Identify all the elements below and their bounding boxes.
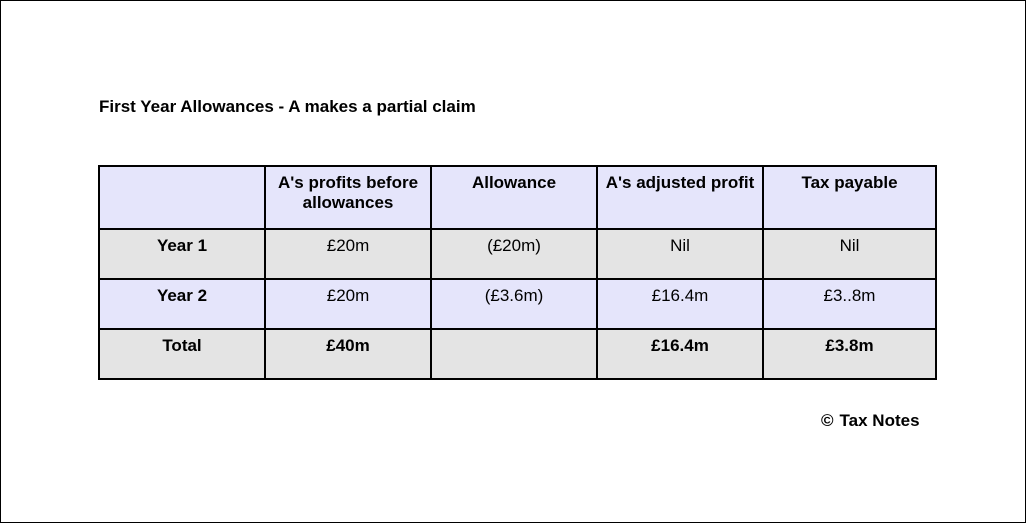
cell-allowance — [431, 329, 597, 379]
slide-title: First Year Allowances - A makes a partial claim — [99, 97, 476, 116]
cell-tax-payable: £3..8m — [763, 279, 936, 329]
allowances-table — [98, 165, 937, 380]
table-row — [99, 329, 936, 379]
cell-profits-before: £20m — [265, 229, 431, 279]
cell-profits-before: £20m — [265, 279, 431, 329]
copyright-icon: © — [821, 411, 834, 430]
copyright-credit — [821, 411, 920, 431]
header-cell-profits-before: A's profits before allowances — [265, 166, 431, 229]
header-cell-tax-payable: Tax payable — [763, 166, 936, 229]
row-label-total: Total — [99, 329, 265, 379]
cell-adjusted-profit: £16.4m — [597, 279, 763, 329]
credit-text: Tax Notes — [839, 411, 920, 430]
table-row — [99, 279, 936, 329]
table-header-row — [99, 166, 936, 229]
header-cell-empty — [99, 166, 265, 229]
cell-tax-payable: Nil — [763, 229, 936, 279]
row-label-year-1: Year 1 — [99, 229, 265, 279]
cell-allowance: (£20m) — [431, 229, 597, 279]
cell-adjusted-profit: £16.4m — [597, 329, 763, 379]
row-label-year-2: Year 2 — [99, 279, 265, 329]
header-cell-adjusted-profit: A's adjusted profit — [597, 166, 763, 229]
cell-adjusted-profit: Nil — [597, 229, 763, 279]
cell-profits-before: £40m — [265, 329, 431, 379]
table-row — [99, 229, 936, 279]
header-cell-allowance: Allowance — [431, 166, 597, 229]
cell-allowance: (£3.6m) — [431, 279, 597, 329]
cell-tax-payable: £3.8m — [763, 329, 936, 379]
